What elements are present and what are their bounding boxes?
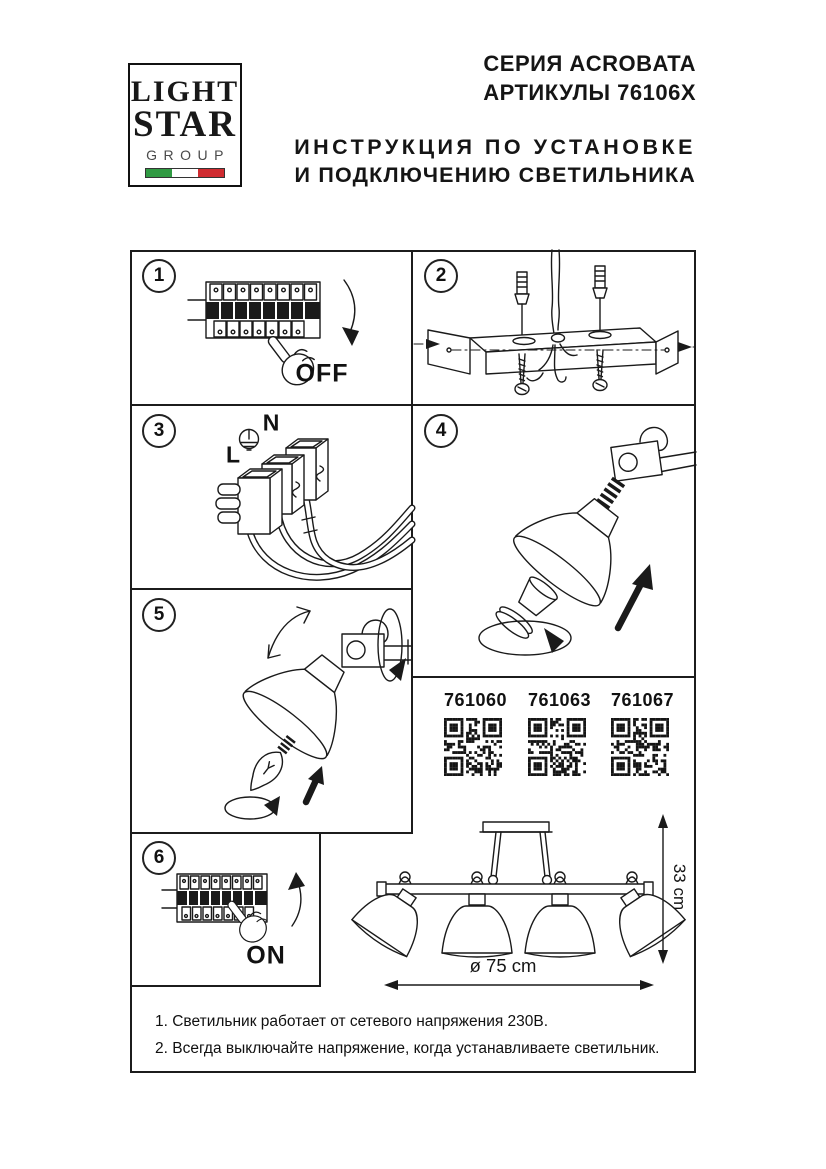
diameter-dimension-label: ø 75 cm	[469, 955, 537, 976]
shade-icon	[442, 894, 512, 957]
lamp-shade-icon	[468, 475, 649, 664]
panel-border	[130, 985, 321, 987]
insert-direction-arrow-icon	[306, 766, 324, 802]
article-label: 761067	[611, 690, 675, 710]
line-terminal-label: L	[225, 441, 241, 468]
qr-code-761060	[444, 718, 502, 776]
breaker-row-icon	[177, 874, 267, 922]
ground-icon	[240, 430, 259, 451]
shade-assembly-diagram	[412, 406, 696, 676]
swivel-mounts-icon	[399, 872, 638, 884]
article-numbers: АРТИКУЛЫ 76106X	[483, 80, 696, 105]
article-label: 761063	[528, 690, 592, 710]
attach-direction-arrow-icon	[618, 564, 653, 628]
on-label: ON	[246, 941, 286, 970]
wire-stubs-icon	[216, 484, 240, 523]
series-name: СЕРИЯ ACROBATA	[483, 51, 696, 76]
step-number-3: 3	[142, 414, 176, 448]
switch-up-arrow-icon	[288, 872, 305, 926]
logo-word-group: GROUP	[146, 147, 230, 163]
breaker-off-diagram	[130, 250, 412, 404]
step-number-6: 6	[142, 841, 176, 875]
fixture-bar-icon	[377, 882, 653, 896]
fixture-arm-icon	[601, 427, 696, 507]
bulb-rotation-icon	[225, 796, 280, 819]
footnotes	[155, 1008, 659, 1062]
bracket-mounting-diagram	[412, 250, 696, 404]
qr-item-761067	[611, 690, 675, 776]
qr-item-761060	[444, 690, 508, 776]
bulb-installation-diagram	[130, 590, 412, 832]
height-dimension-label: 33 cm	[670, 863, 689, 911]
breaker-row-icon	[206, 282, 320, 338]
supply-wires-icon	[162, 890, 177, 908]
diameter-dimension-arrow-icon	[384, 980, 654, 990]
note-voltage: 1. Светильник работает от сетевого напряжения 230В.	[155, 1013, 549, 1030]
instruction-title-line1: ИНСТРУКЦИЯ ПО УСТАНОВКЕ	[294, 135, 696, 159]
qr-code-761067	[611, 718, 669, 776]
note-safety: 2. Всегда выключайте напряжение, когда устанавливаете светильник.	[155, 1040, 660, 1057]
mounting-bracket-icon	[428, 328, 678, 374]
shade-icon	[525, 894, 595, 957]
supply-wires-icon	[188, 300, 206, 320]
candle-bulb-icon	[242, 731, 301, 797]
off-label: OFF	[295, 359, 349, 388]
ceiling-canopy-icon	[480, 822, 552, 832]
article-label: 761060	[444, 690, 508, 710]
logo-word-star: STAR	[133, 104, 237, 145]
tilt-adjust-arrow-icon	[268, 607, 310, 658]
qr-item-761063	[528, 690, 592, 776]
ceiling-wire-icon	[551, 250, 559, 334]
switch-down-arrow-icon	[342, 280, 359, 346]
flag-white-segment	[172, 169, 198, 177]
header-title-block	[294, 133, 696, 189]
logo-word-light: LIGHT	[130, 75, 240, 108]
neutral-terminal-label: N	[262, 409, 280, 436]
hanger-rods-icon	[489, 832, 552, 885]
instruction-title-line2: И ПОДКЛЮЧЕНИЮ СВЕТИЛЬНИКА	[294, 163, 696, 187]
lightstar-logo	[128, 63, 242, 187]
qr-code-761063	[528, 718, 586, 776]
panel-border	[130, 1071, 696, 1073]
flag-green-segment	[146, 169, 172, 177]
flag-red-segment	[198, 169, 224, 177]
step-number-2: 2	[424, 259, 458, 293]
breaker-on-diagram	[130, 834, 320, 985]
step-number-4: 4	[424, 414, 458, 448]
header-series-block	[483, 49, 696, 107]
step-number-5: 5	[142, 598, 176, 632]
italian-flag-bar	[145, 168, 225, 178]
step-number-1: 1	[142, 259, 176, 293]
panel-border	[411, 676, 696, 678]
